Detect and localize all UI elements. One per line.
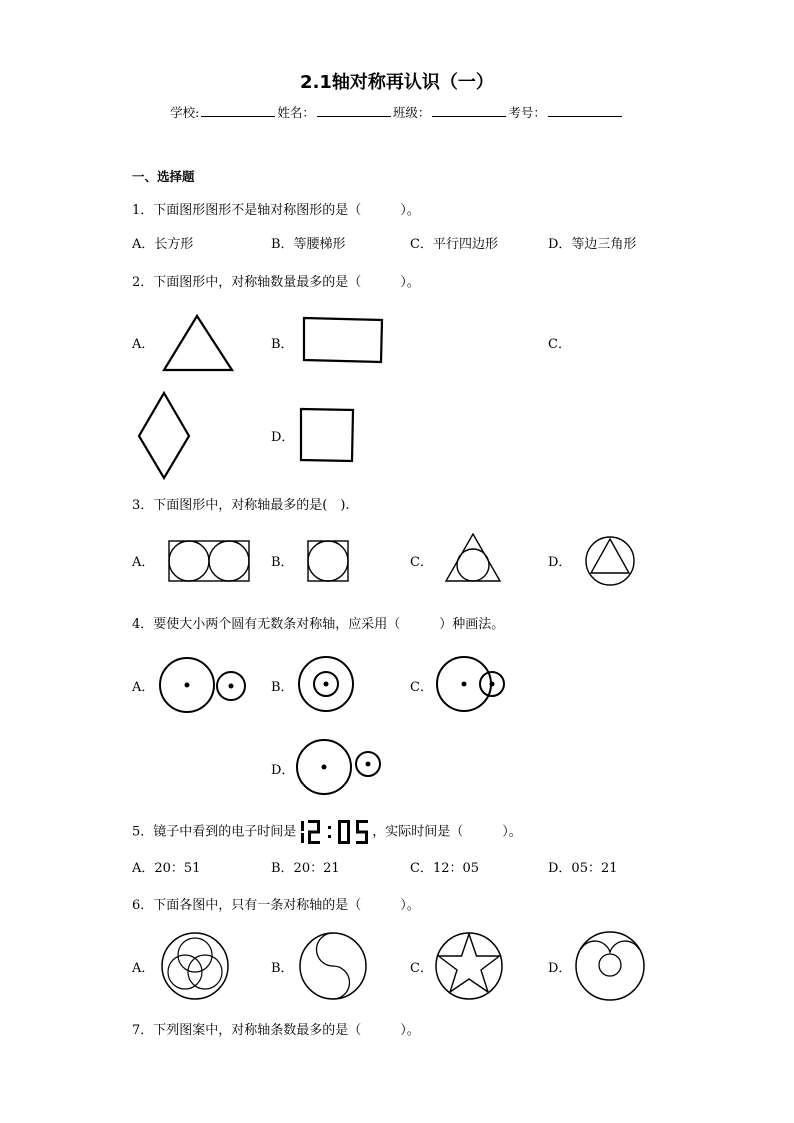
- q6-label-c: C．: [410, 961, 433, 976]
- question-4-text: 4．要使大小两个圆有无数条对称轴，应采用（ ）种画法。: [132, 617, 505, 632]
- q1-option-d: D．等边三角形: [548, 237, 637, 252]
- q2-label-b: B．: [271, 337, 294, 352]
- q6-star-in-circle-figure: [432, 929, 506, 1003]
- q4-label-b: B．: [271, 680, 294, 695]
- question-6-text: 6．下面各图中，只有一条对称轴的是（ ）。: [132, 898, 420, 913]
- digital-clock-display: [296, 819, 372, 845]
- q6-label-b: B．: [271, 961, 294, 976]
- page-title: 2.1轴对称再认识（一）: [300, 72, 494, 93]
- q4-label-a: A．: [132, 680, 155, 695]
- class-blank: [432, 104, 506, 117]
- class-label: 班级：: [392, 105, 431, 120]
- q2-label-c: C．: [548, 337, 571, 352]
- section-heading: 一、选择题: [132, 169, 195, 184]
- exam-no-blank: [548, 104, 622, 117]
- q2-rectangle-figure: [300, 314, 388, 368]
- q2-label-d: D．: [271, 430, 295, 445]
- question-3-text: 3．下面图形中，对称轴最多的是( ).: [132, 498, 350, 513]
- question-7-text: 7．下列图案中，对称轴条数最多的是（ ）。: [132, 1023, 420, 1038]
- q3-circle-in-triangle-figure: [443, 531, 503, 585]
- question-2-text: 2．下面图形中，对称轴数量最多的是（ ）。: [132, 275, 420, 290]
- q3-two-circles-rectangle-figure: [166, 538, 252, 584]
- q6-label-d: D．: [548, 961, 572, 976]
- q4-label-c: C．: [410, 680, 433, 695]
- q3-triangle-in-circle-figure: [582, 533, 638, 589]
- q2-rhombus-figure: [134, 389, 194, 483]
- exam-no-label: 考号：: [508, 105, 546, 120]
- q2-label-a: A．: [132, 337, 155, 352]
- q5-option-b: B．20：21: [271, 861, 340, 876]
- q3-label-b: B．: [271, 555, 294, 570]
- q5-text-before: 5．镜子中看到的电子时间是: [132, 824, 297, 840]
- q4-label-d: D．: [271, 763, 295, 778]
- q1-option-c: C．平行四边形: [410, 237, 498, 252]
- q4-separate-circles-figure: [157, 655, 249, 715]
- q4-overlapping-circles-figure: [434, 654, 510, 716]
- q1-option-a: A．长方形: [132, 237, 194, 252]
- q2-square-figure: [296, 404, 358, 466]
- q6-label-a: A．: [132, 961, 155, 976]
- q5-text-after: ，实际时间是（ ）。: [372, 824, 522, 840]
- question-5-line: [132, 819, 522, 845]
- q3-label-a: A．: [132, 555, 155, 570]
- q2-triangle-figure: [160, 312, 240, 374]
- q4-separate-circles-d-figure: [294, 737, 386, 797]
- q3-circle-in-square-figure: [305, 538, 351, 584]
- name-label: 姓名：: [277, 105, 315, 120]
- school-label: 学校:: [170, 105, 200, 120]
- school-blank: [201, 104, 275, 117]
- q5-option-c: C．12：05: [410, 861, 480, 876]
- q1-option-b: B．等腰梯形: [271, 237, 346, 252]
- q3-label-d: D．: [548, 555, 572, 570]
- q6-arcs-circle-figure: [571, 929, 649, 1003]
- q5-option-a: A．20：51: [132, 861, 201, 876]
- q4-concentric-circles-figure: [296, 654, 358, 716]
- question-1-text: 1．下面图形图形不是轴对称图形的是（ ）。: [132, 203, 420, 218]
- q6-three-arcs-circle-figure: [158, 929, 232, 1003]
- q3-label-c: C．: [410, 555, 433, 570]
- header-fields: [0, 103, 794, 121]
- q5-option-d: D．05：21: [548, 861, 618, 876]
- name-blank: [317, 104, 391, 117]
- q6-yin-yang-figure: [296, 929, 370, 1003]
